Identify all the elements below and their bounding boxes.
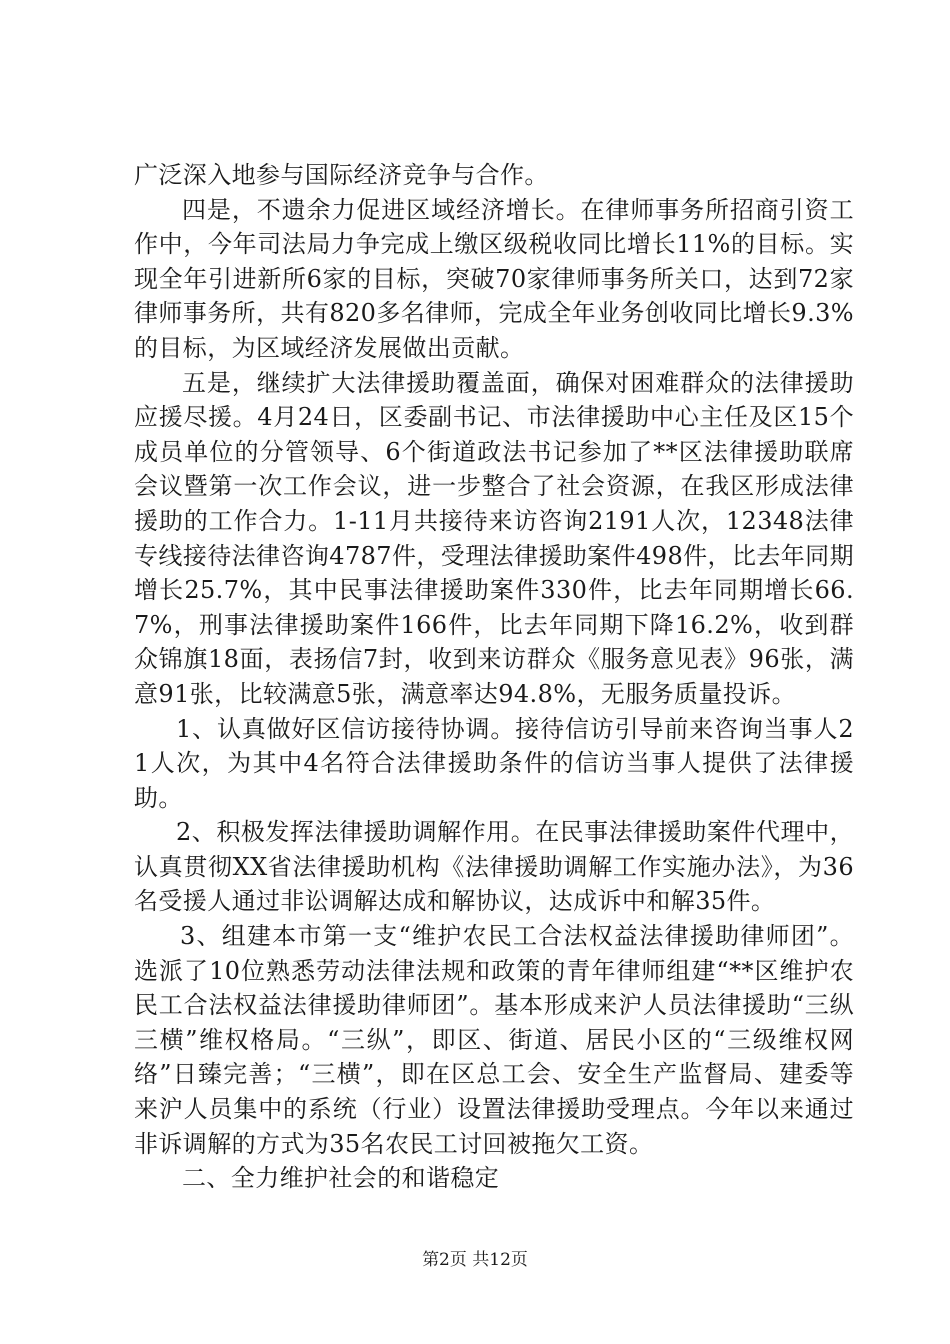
paragraph-point-five: 五是，继续扩大法律援助覆盖面，确保对困难群众的法律援助应援尽援。4月24日，区委副书记、市法律援助中心主任及区15个成员单位的分管领导、6个街道政法书记参加了**区法律援助联席会议暨第一次工作会议，进一步整合了社会资源，在我区形成法律援助的工作合力。1-11月共接待来访咨询2191人次，12348法律专线接待法律咨询4787件，受理法律援助案件498件，比去年同期增长25.7%，其中民事法律援助案件330件，比去年同期增长66.7%，刑事法律援助案件166件，比去年同期下降16.2%，收到群众锦旗18面，表扬信7封，收到来访群众《服务意见表》96张，满意91张，比较满意5张，满意率达94.8%，无服务质量投诉。 [134,368,854,708]
page-number: 第2页 共12页 [422,1250,528,1270]
paragraph-point-four: 四是，不遗余力促进区域经济增长。在律师事务所招商引资工作中，今年司法局力争完成上缴区级税收同比增长11%的目标。实现全年引进新所6家的目标，突破70家律师事务所关口，达到72家律师事务所，共有820多名律师，完成全年业务创收同比增长9.3%的目标，为区域经济发展做出贡献。 [134,195,854,362]
document-body [134,158,854,1196]
paragraph-item-3: 3、组建本市第一支“维护农民工合法权益法律援助律师团”。选派了10位熟悉劳动法律法规和政策的青年律师组建“**区维护农民工合法权益法律援助律师团”。基本形成来沪人员法律援助“三纵三横”维权格局。“三纵”，即区、街道、居民小区的“三级维权网络”日臻完善；“三横”，即在区总工会、安全生产监督局、建委等来沪人员集中的系统（行业）设置法律援助受理点。今年以来通过非诉调解的方式为35名农民工讨回被拖欠工资。 [134,922,854,1158]
paragraph-item-1: 1、认真做好区信访接待协调。接待信访引导前来咨询当事人21人次，为其中4名符合法律援助条件的信访当事人提供了法律援助。 [134,714,854,812]
paragraph-continuation: 广泛深入地参与国际经济竞争与合作。 [134,161,549,189]
section-heading: 二、全力维护社会的和谐稳定 [182,1164,500,1193]
paragraph-item-2: 2、积极发挥法律援助调解作用。在民事法律援助案件代理中，认真贯彻XX省法律援助机构《法律援助调解工作实施办法》，为36名受援人通过非讼调解达成和解协议，达成诉中和解35件。 [134,818,854,916]
